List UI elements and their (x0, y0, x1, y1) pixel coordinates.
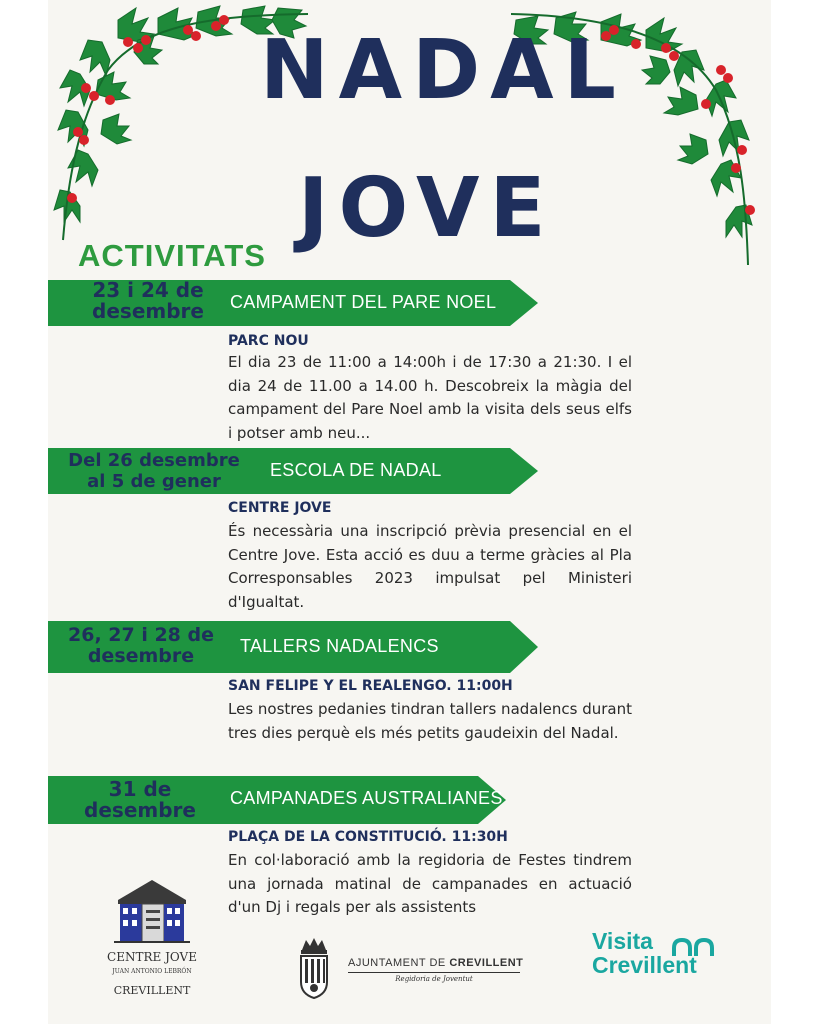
event-description: En col·laboració amb la regidoria de Festes tindrem una jornada matinal de campanades en actuació d'un Dj i regals per als assistents (228, 851, 632, 916)
event-location: PLAÇA DE LA CONSTITUCIÓ. 11:30H (228, 829, 508, 845)
event-name: CAMPAMENT DEL PARE NOEL (230, 292, 497, 312)
ajuntament-name (348, 957, 523, 969)
centre-jove-subname: JUAN ANTONIO LEBRÓN (112, 968, 192, 975)
event-description: El dia 23 de 11:00 a 14:00h i de 17:30 a 21:30. I el dia 24 de 11.00 a 14.00 h. Descobreix la màgia del campament del Pare Noel amb la visita dels seus elfs i potser amb neu... (228, 353, 632, 442)
event-date-line2: desembre (87, 645, 195, 667)
event-date (70, 779, 210, 821)
ajuntament-department: Regidoria de Joventut (395, 975, 473, 983)
centre-jove-name: CENTRE JOVE (107, 950, 197, 964)
event-name: ESCOLA DE NADAL (270, 460, 442, 480)
event-date-line1: 26, 27 i 28 de (68, 624, 214, 646)
centre-jove-building-icon (112, 876, 192, 946)
visita-line1: Visita (592, 928, 653, 954)
ajuntament-prefix: AJUNTAMENT DE (348, 957, 450, 969)
centre-jove-town: CREVILLENT (113, 984, 191, 997)
event-date-line1: 31 de (108, 777, 172, 801)
event-date-line2: desembre (92, 299, 204, 323)
visita-line2: Crevillent (592, 952, 697, 978)
event-date-line2: al 5 de gener (87, 471, 221, 492)
event-description: És necessària una inscripció prèvia presencial en el Centre Jove. Esta acció es duu a terme gràcies al Pla Corresponsables 2023 impulsat pel Ministeri d'Igualtat. (228, 522, 632, 611)
event-date (50, 625, 232, 667)
event-date (58, 450, 250, 492)
ajuntament-divider (348, 972, 520, 973)
ajuntament-crest-icon (296, 938, 332, 1000)
title-nadal: NADAL (260, 23, 626, 118)
event-description: Les nostres pedanies tindran tallers nadalencs durant tres dies perquè els més petits gaudeixin del Nadal. (228, 700, 632, 742)
ajuntament-town: CREVILLENT (449, 957, 524, 969)
activitats-heading: ACTIVITATS (78, 238, 266, 273)
event-date-line1: 23 i 24 de (92, 278, 204, 302)
event-date-line2: desembre (84, 798, 196, 822)
poster (48, 0, 771, 1024)
event-date-line1: Del 26 desembre (68, 450, 240, 471)
event-name: TALLERS NADALENCS (240, 636, 439, 656)
event-location: SAN FELIPE Y EL REALENGO. 11:00H (228, 678, 513, 694)
title-jove: JOVE (298, 161, 556, 256)
event-date (78, 280, 218, 322)
event-name: CAMPANADES AUSTRALIANES (230, 788, 503, 808)
event-location: PARC NOU (228, 333, 309, 349)
event-location: CENTRE JOVE (228, 500, 332, 516)
